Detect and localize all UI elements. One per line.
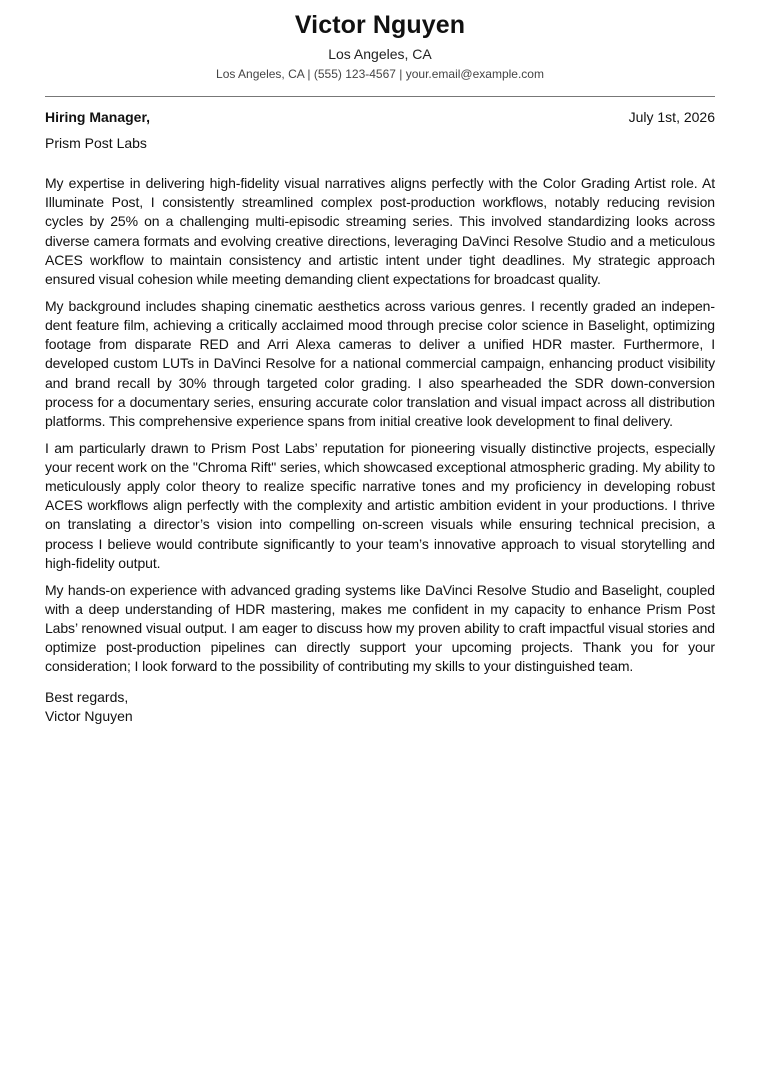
- body-paragraph: My expertise in delivering high-fidelity visual narratives aligns perfectly with the Color Grading Artist role. At Illuminate Post, I consistently streamlined complex post-production workflows, notably reducing revision cycles by 25% on a challenging multi-episodic streaming series. This involved standardizing looks across diverse camera formats and evolving creative directions, leveraging DaVinci Resolve Studio and a meticulous ACES workflow to maintain consistency and artistic intent under tight deadlines. My strategic approach ensured visual cohesion while meeting demanding client expectations for broadcast quality.: [45, 175, 715, 288]
- applicant-city: Los Angeles, CA: [328, 46, 432, 62]
- applicant-name: Victor Nguyen: [294, 11, 466, 39]
- recipient-salutation: Hiring Manager,: [45, 109, 151, 125]
- closing-signature: Victor Nguyen: [45, 708, 133, 725]
- letter-header: [45, 0, 715, 83]
- closing-signoff: Best regards,: [45, 688, 129, 705]
- applicant-contact-line: Los Angeles, CA | (555) 123-4567 | your.email@example.com: [216, 67, 544, 81]
- letter-date: July 1st, 2026: [628, 109, 715, 125]
- recipient-company: Prism Post Labs: [45, 135, 147, 151]
- body-paragraph: My background includes shaping cinematic aesthetics across various genres. I recently graded an independent feature film, achieving a critically acclaimed mood through precise color science in Baselight, optimizing footage from disparate RED and Arri Alexa cameras to deliver a unified HDR master. Furthermore, I developed custom LUTs in DaVinci Resolve for a national commercial campaign, enhancing product visibility and brand recall by 30% through targeted color grading. I also spearheaded the SDR down-conversion process for a documentary series, ensuring accurate color translation and visual impact across all distribution platforms. This comprehensive experience spans from initial creative look development to final delivery.: [45, 297, 715, 429]
- body-paragraph: I am particularly drawn to Prism Post Labs’ reputation for pioneering visually distinctive projects, especially your recent work on the "Chroma Rift" series, which showcased exceptional atmospheric grading. My ability to meticulously apply color theory to realize specific narrative tones and my proficiency in developing robust ACES workflows align perfectly with the complexity and artistic ambition evident in your productions. I thrive on translating a director’s vision into compelling on-screen visuals while ensuring technical precision, a process I believe would contribute significantly to your team’s innovative approach to visual storytelling and high-fidelity output.: [45, 439, 715, 571]
- letter-body: [45, 174, 715, 677]
- letter-closing: [45, 688, 715, 727]
- recipient-date-row: [45, 107, 715, 127]
- body-paragraph: My hands-on experience with advanced grading systems like DaVinci Resolve Studio and Baselight, coupled with a deep understanding of HDR mastering, makes me confident in my capacity to enhance Prism Post Labs’ renowned visual output. I am eager to discuss how my proven ability to craft impactful visual stories and optimize post-production pipelines can directly support your upcoming projects. Thank you for your consideration; I look forward to the possibility of contributing my skills to your distinguished team.: [45, 581, 715, 675]
- header-divider: [45, 96, 715, 97]
